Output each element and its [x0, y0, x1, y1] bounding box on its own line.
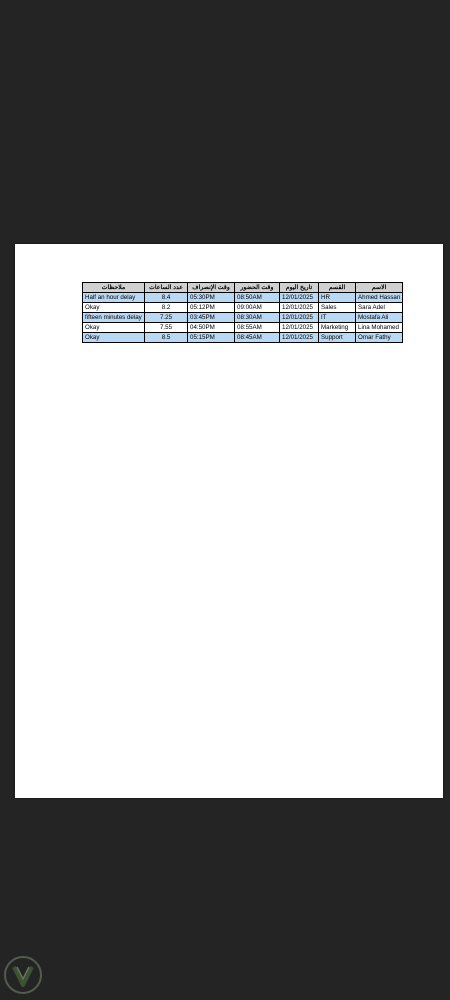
cell-checkout: 05:15PM [188, 333, 235, 343]
cell-department: Sales [319, 303, 356, 313]
cell-date: 12/01/2025 [280, 323, 319, 333]
cell-department: Support [319, 333, 356, 343]
table-row [83, 323, 403, 333]
cell-hours: 8.4 [145, 293, 188, 303]
header-date: تاريخ اليوم [280, 283, 319, 293]
cell-hours: 8.2 [145, 303, 188, 313]
cell-checkout: 03:45PM [188, 313, 235, 323]
header-name: الاسم [356, 283, 403, 293]
header-department: القسم [319, 283, 356, 293]
cell-notes: Okay [83, 333, 145, 343]
cell-name: Sara Adel [356, 303, 403, 313]
cell-notes: Half an hour delay [83, 293, 145, 303]
header-hours: عدد الساعات [145, 283, 188, 293]
v-shield-logo-icon [3, 955, 43, 995]
attendance-table [82, 282, 403, 343]
cell-checkout: 04:50PM [188, 323, 235, 333]
cell-checkin: 09:00AM [235, 303, 280, 313]
cell-checkin: 08:30AM [235, 313, 280, 323]
cell-name: Lina Mohamed [356, 323, 403, 333]
cell-checkin: 08:50AM [235, 293, 280, 303]
cell-date: 12/01/2025 [280, 293, 319, 303]
table-header-row [83, 283, 403, 293]
cell-date: 12/01/2025 [280, 313, 319, 323]
cell-hours: 7.55 [145, 323, 188, 333]
cell-notes: Okay [83, 323, 145, 333]
cell-date: 12/01/2025 [280, 333, 319, 343]
cell-name: Mostafa Ali [356, 313, 403, 323]
cell-notes: Okay [83, 303, 145, 313]
cell-department: IT [319, 313, 356, 323]
header-checkout: وقت الإنصراف [188, 283, 235, 293]
cell-date: 12/01/2025 [280, 303, 319, 313]
cell-department: Marketing [319, 323, 356, 333]
cell-department: HR [319, 293, 356, 303]
table-row [83, 313, 403, 323]
cell-checkin: 08:45AM [235, 333, 280, 343]
table-row [83, 303, 403, 313]
table-row [83, 333, 403, 343]
cell-name: Ahmed Hassan [356, 293, 403, 303]
header-notes: ملاحظات [83, 283, 145, 293]
cell-hours: 7.25 [145, 313, 188, 323]
cell-hours: 8.5 [145, 333, 188, 343]
cell-name: Omar Fathy [356, 333, 403, 343]
header-checkin: وقت الحضور [235, 283, 280, 293]
cell-checkout: 05:30PM [188, 293, 235, 303]
cell-checkout: 05:12PM [188, 303, 235, 313]
table-row [83, 293, 403, 303]
cell-checkin: 08:55AM [235, 323, 280, 333]
document-page [15, 244, 443, 798]
cell-notes: fifteen minutes delay [83, 313, 145, 323]
